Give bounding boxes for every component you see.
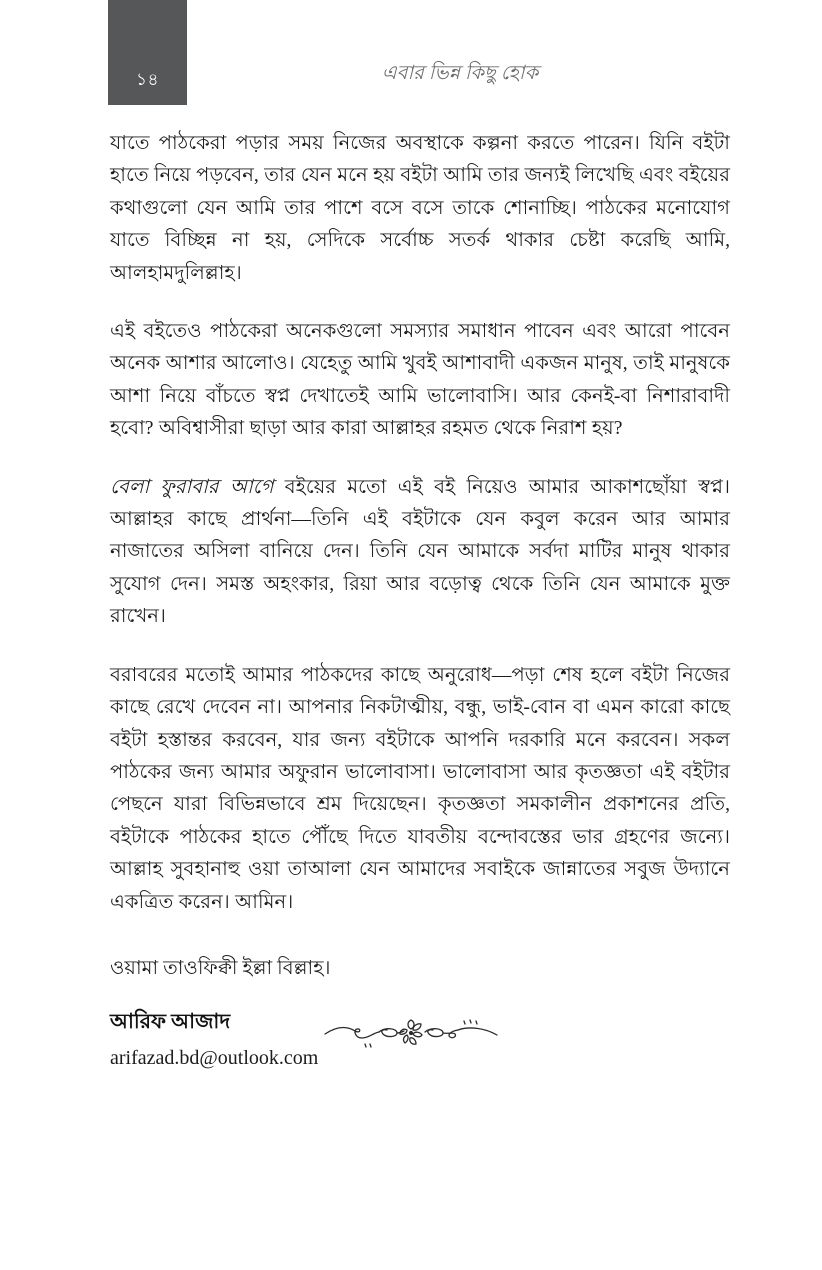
author-email: arifazad.bd@outlook.com [110, 1047, 319, 1070]
book-title-reference: বেলা ফুরাবার আগে [110, 476, 274, 498]
body-text-column [110, 128, 730, 1072]
paragraph-3 [110, 472, 730, 634]
author-name: আরিফ আজাদ [110, 1011, 231, 1034]
paragraph-3-rest: বইয়ের মতো এই বই নিয়েও আমার আকাশছোঁয়া স্বপ্ন। আল্লাহর কাছে প্রার্থনা—তিনি এই বইটাকে যেন কবুল করেন আর আমার নাজাতের অসিলা বানিয়ে দেন। তিনি যেন আমাকে সর্বদা মাটির মানুষ থাকার সুযোগ দেন। সমস্ত অহংকার, রিয়া আর বড়োত্ব থেকে তিনি যেন আমাকে মুক্ত রাখেন। [110, 476, 730, 628]
paragraph-4: বরাবরের মতোই আমার পাঠকদের কাছে অনুরোধ—পড়া শেষ হলে বইটা নিজের কাছে রেখে দেবেন না। আপনার নিকটাত্মীয়, বন্ধু, ভাই-বোন বা এমন কারো কাছে বইটা হস্তান্তর করবেন, যার জন্য বইটাকে আপনি দরকারি মনে করবেন। সকল পাঠকের জন্য আমার অফুরান ভালোবাসা। ভালোবাসা আর কৃতজ্ঞতা এই বইটার পেছনে যারা বিভিন্নভাবে শ্রম দিয়েছেন। কৃতজ্ঞতা সমকালীন প্রকাশনের প্রতি, বইটাকে পাঠকের হাতে পৌঁছে দিতে যাবতীয় বন্দোবস্তের ভার গ্রহণের জন্যে। আল্লাহ সুবহানাহু ওয়া তাআলা যেন আমাদের সবাইকে জান্নাতের সবুজ উদ্যানে একত্রিত করেন। আমিন। [110, 664, 730, 913]
running-header [0, 0, 822, 108]
page-number: ১৪ [135, 70, 160, 89]
running-title: এবার ভিন্ন কিছু হোক [381, 63, 539, 84]
section-ornament [0, 1008, 822, 1054]
closing-line: ওয়ামা তাওফিক্বী ইল্লা বিল্লাহ। [110, 957, 331, 979]
floral-flourish-divider-icon [321, 1008, 501, 1054]
page-number-box [108, 0, 187, 105]
paragraph-1: যাতে পাঠকেরা পড়ার সময় নিজের অবস্থাকে কল্পনা করতে পারেন। যিনি বইটা হাতে নিয়ে পড়বেন, তার যেন মনে হয় বইটা আমি তার জন্যই লিখেছি এবং বইয়ের কথাগুলো যেন আমি তার পাশে বসে বসে তাকে শোনাচ্ছি। পাঠকের মনোযোগ যাতে বিচ্ছিন্ন না হয়, সেদিকে সর্বোচ্চ সতর্ক থাকার চেষ্টা করেছি আমি, আলহামদুলিল্লাহ। [110, 133, 730, 284]
paragraph-2: এই বইতেও পাঠকেরা অনেকগুলো সমস্যার সমাধান পাবেন এবং আরো পাবেন অনেক আশার আলোও। যেহেতু আমি খুবই আশাবাদী একজন মানুষ, তাই মানুষকে আশা নিয়ে বাঁচতে স্বপ্ন দেখাতেই আমি ভালোবাসি। আর কেনই-বা নিশারাবাদী হবো? অবিশ্বাসীরা ছাড়া আর কারা আল্লাহর রহমত থেকে নিরাশ হয়? [110, 321, 730, 440]
